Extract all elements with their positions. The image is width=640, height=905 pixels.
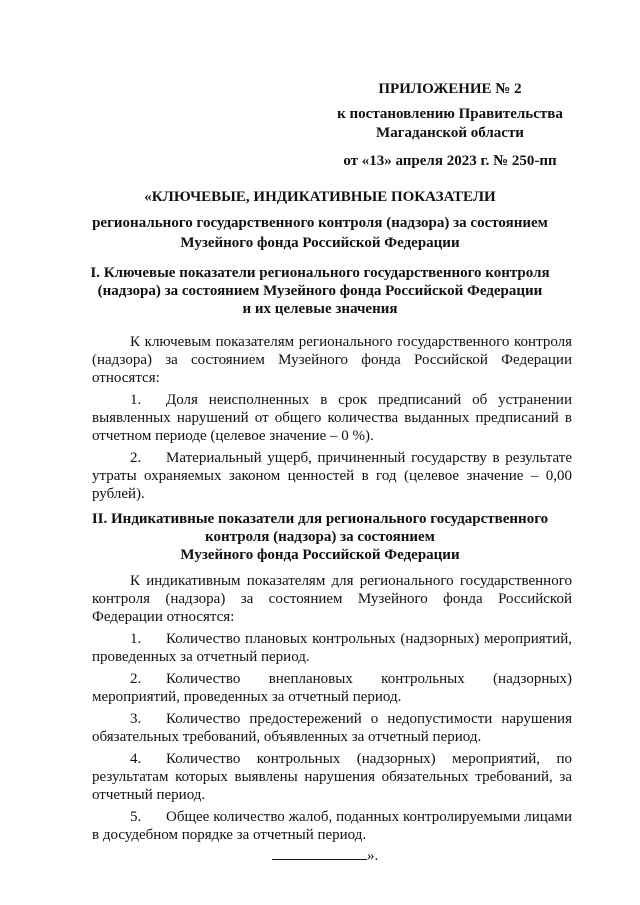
item-text: Общее количество жалоб, поданных контролируемыми лицами в досудебном порядке за отчетный период. <box>92 809 572 843</box>
section-2-item-3 <box>92 710 572 746</box>
closing-suffix: ». <box>367 848 379 864</box>
section-2-body <box>92 572 572 848</box>
section-2-item-4 <box>92 750 572 804</box>
section-2-intro: К индикативным показателям для регионального государственного контроля (надзора) за состоянием Музейного фонда Российской Федерации относятся: <box>92 573 572 625</box>
section-2-heading <box>70 510 570 564</box>
closing-underline <box>272 847 367 860</box>
section-1-intro: К ключевым показателям регионального государственного контроля (надзора) за состоянием Музейного фонда Российской Федерации относятся: <box>92 334 572 386</box>
section-2-item-2 <box>92 670 572 706</box>
document-title-line-2: регионального государственного контроля (надзора) за состоянием <box>92 215 548 231</box>
appendix-header <box>300 80 600 171</box>
item-text: Материальный ущерб, причиненный государству в результате утраты охраняемых законом ценностей в год (целевое значение – 0,00 рублей). <box>92 450 572 502</box>
closing-mark <box>272 847 378 865</box>
section-2-heading-line-2: контроля (надзора) за состоянием <box>205 529 435 545</box>
section-1-item-2 <box>92 449 572 503</box>
item-text: Количество внеплановых контрольных (надзорных) мероприятий, проведенных за отчетный период. <box>92 671 572 705</box>
section-2-item-1 <box>92 630 572 666</box>
item-text: Количество плановых контрольных (надзорных) мероприятий, проведенных за отчетный период. <box>92 631 572 665</box>
section-2-item-5 <box>92 808 572 844</box>
section-1-heading-line-2: (надзора) за состоянием Музейного фонда Российской Федерации <box>97 283 543 299</box>
item-number: 1. <box>130 631 142 647</box>
item-text: Количество контрольных (надзорных) мероприятий, по результатам которых выявлены нарушения обязательных требований, за отчетный период. <box>92 751 572 803</box>
document-title-line-3: Музейного фонда Российской Федерации <box>180 235 460 251</box>
item-number: 3. <box>130 711 142 727</box>
item-number: 5. <box>130 809 142 825</box>
section-1-heading <box>70 264 570 318</box>
item-number: 2. <box>130 671 142 687</box>
document-title <box>70 187 570 253</box>
appendix-title: ПРИЛОЖЕНИЕ № 2 <box>378 81 522 97</box>
item-number: 4. <box>130 751 142 767</box>
item-number: 1. <box>130 392 142 408</box>
appendix-line-1: к постановлению Правительства <box>337 106 563 122</box>
document-title-line-1: «КЛЮЧЕВЫЕ, ИНДИКАТИВНЫЕ ПОКАЗАТЕЛИ <box>144 189 496 205</box>
item-number: 2. <box>130 450 142 466</box>
section-2-heading-line-1: II. Индикативные показатели для регионального государственного <box>91 511 549 527</box>
section-2-heading-line-3: Музейного фонда Российской Федерации <box>180 547 460 563</box>
item-text: Количество предостережений о недопустимости нарушения обязательных требований, объявленных за отчетный период. <box>92 711 572 745</box>
item-text: Доля неисполненных в срок предписаний об устранении выявленных нарушений от общего количества выданных предписаний в отчетном периоде (целевое значение – 0 %). <box>92 392 572 444</box>
section-1-body <box>92 333 572 507</box>
section-1-item-1 <box>92 391 572 445</box>
section-1-heading-line-3: и их целевые значения <box>242 301 398 317</box>
appendix-line-2: Магаданской области <box>376 125 524 141</box>
section-1-heading-line-1: I. Ключевые показатели регионального государственного контроля <box>90 265 550 281</box>
appendix-date-line: от «13» апреля 2023 г. № 250-пп <box>343 153 557 169</box>
